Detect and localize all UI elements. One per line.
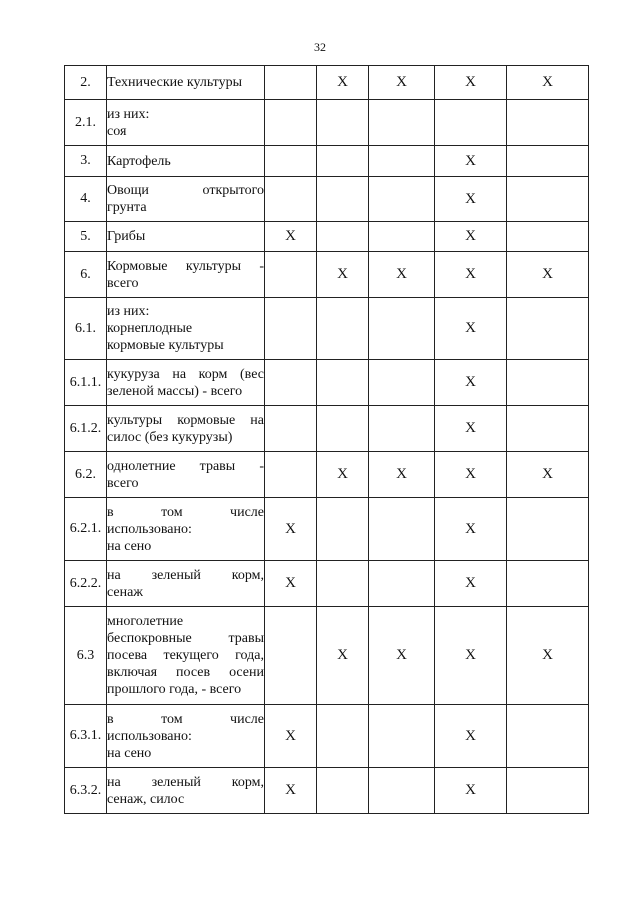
row-number: 4. xyxy=(65,177,107,222)
mark-cell-5 xyxy=(507,561,589,607)
mark-cell-1 xyxy=(265,177,317,222)
row-label xyxy=(107,452,265,498)
row-label-line: на сено xyxy=(107,745,152,761)
mark-cell-3 xyxy=(369,768,435,814)
mark-cell-4 xyxy=(435,252,507,298)
mark-cell-1 xyxy=(265,406,317,452)
row-label xyxy=(107,252,265,298)
x-mark: X xyxy=(465,466,476,482)
mark-cell-3 xyxy=(369,360,435,406)
table-row xyxy=(65,360,589,406)
x-mark: X xyxy=(542,266,553,282)
row-number: 6.3 xyxy=(65,607,107,705)
row-label-line: использовано: xyxy=(107,521,192,537)
mark-cell-4 xyxy=(435,705,507,768)
x-mark: X xyxy=(542,647,553,663)
row-label-line: культуры кормовые на xyxy=(107,412,264,428)
x-mark: X xyxy=(465,228,476,244)
row-label xyxy=(107,298,265,360)
row-number: 5. xyxy=(65,222,107,252)
row-label-line: на зеленый корм, xyxy=(107,774,264,790)
row-label-line: сенаж xyxy=(107,584,143,600)
x-mark: X xyxy=(465,190,476,207)
row-label-line: однолетние травы - xyxy=(107,458,264,474)
row-label-line: соя xyxy=(107,123,127,139)
x-mark: X xyxy=(542,466,553,482)
x-mark: X xyxy=(396,466,407,482)
row-number: 6.2.1. xyxy=(65,498,107,561)
row-number: 6.2. xyxy=(65,452,107,498)
mark-cell-2 xyxy=(317,66,369,100)
row-label-line: силос (без кукурузы) xyxy=(107,429,233,445)
table-row xyxy=(65,452,589,498)
x-mark: X xyxy=(465,727,476,744)
mark-cell-1 xyxy=(265,298,317,360)
mark-cell-2 xyxy=(317,360,369,406)
row-label-line: кормовые культуры xyxy=(107,338,224,353)
mark-cell-5 xyxy=(507,146,589,177)
mark-cell-3 xyxy=(369,66,435,100)
mark-cell-2 xyxy=(317,561,369,607)
row-label xyxy=(107,66,265,100)
mark-cell-4 xyxy=(435,360,507,406)
x-mark: X xyxy=(465,420,476,436)
mark-cell-3 xyxy=(369,705,435,768)
row-label-line: Грибы xyxy=(107,229,146,244)
row-label-line: всего xyxy=(107,475,139,491)
row-number: 6.1. xyxy=(65,298,107,360)
mark-cell-4 xyxy=(435,100,507,146)
row-label xyxy=(107,100,265,146)
x-mark: X xyxy=(465,266,476,282)
mark-cell-3 xyxy=(369,252,435,298)
mark-cell-5 xyxy=(507,222,589,252)
table-row xyxy=(65,561,589,607)
table-row xyxy=(65,705,589,768)
row-label-line: использовано: xyxy=(107,728,192,744)
mark-cell-4 xyxy=(435,406,507,452)
row-number: 6.2.2. xyxy=(65,561,107,607)
row-label-line: всего xyxy=(107,275,139,291)
mark-cell-4 xyxy=(435,768,507,814)
table-row xyxy=(65,146,589,177)
mark-cell-1 xyxy=(265,66,317,100)
mark-cell-1 xyxy=(265,561,317,607)
table-row xyxy=(65,222,589,252)
mark-cell-3 xyxy=(369,100,435,146)
x-mark: X xyxy=(285,782,296,798)
row-label-line: беспокровные травы xyxy=(107,631,264,646)
row-label-line: на зеленый корм, xyxy=(107,567,264,583)
x-mark: X xyxy=(337,647,348,663)
mark-cell-1 xyxy=(265,252,317,298)
row-label-line: корнеплодные xyxy=(107,321,193,336)
mark-cell-5 xyxy=(507,177,589,222)
mark-cell-3 xyxy=(369,607,435,705)
row-label xyxy=(107,498,265,561)
row-label-line: из них: xyxy=(107,304,150,319)
row-number: 6.1.2. xyxy=(65,406,107,452)
row-label-line: прошлого года, - всего xyxy=(107,682,242,697)
row-label-line: Технические культуры xyxy=(107,75,243,90)
mark-cell-5 xyxy=(507,705,589,768)
mark-cell-2 xyxy=(317,498,369,561)
mark-cell-5 xyxy=(507,452,589,498)
mark-cell-2 xyxy=(317,705,369,768)
row-number: 6. xyxy=(65,252,107,298)
x-mark: X xyxy=(465,782,476,798)
row-number: 6.3.2. xyxy=(65,768,107,814)
page-number: 32 xyxy=(314,40,326,54)
mark-cell-3 xyxy=(369,406,435,452)
mark-cell-5 xyxy=(507,768,589,814)
table-row xyxy=(65,100,589,146)
row-label xyxy=(107,406,265,452)
mark-cell-5 xyxy=(507,498,589,561)
x-mark: X xyxy=(396,647,407,663)
row-label-line: многолетние xyxy=(107,614,184,629)
mark-cell-4 xyxy=(435,146,507,177)
x-mark: X xyxy=(465,152,476,169)
row-label-line: сенаж, силос xyxy=(107,791,185,807)
mark-cell-5 xyxy=(507,252,589,298)
mark-cell-2 xyxy=(317,146,369,177)
row-number: 6.1.1. xyxy=(65,360,107,406)
mark-cell-4 xyxy=(435,66,507,100)
x-mark: X xyxy=(337,74,348,90)
mark-cell-4 xyxy=(435,498,507,561)
mark-cell-3 xyxy=(369,298,435,360)
x-mark: X xyxy=(465,647,476,663)
mark-cell-2 xyxy=(317,452,369,498)
mark-cell-3 xyxy=(369,498,435,561)
x-mark: X xyxy=(465,575,476,591)
mark-cell-2 xyxy=(317,768,369,814)
crop-table xyxy=(64,65,589,814)
mark-cell-3 xyxy=(369,177,435,222)
row-label-line: включая посев осени xyxy=(107,665,264,680)
mark-cell-5 xyxy=(507,607,589,705)
mark-cell-4 xyxy=(435,452,507,498)
mark-cell-1 xyxy=(265,498,317,561)
mark-cell-1 xyxy=(265,360,317,406)
mark-cell-5 xyxy=(507,298,589,360)
row-label xyxy=(107,360,265,406)
x-mark: X xyxy=(285,520,296,537)
row-number: 2.1. xyxy=(65,100,107,146)
row-label xyxy=(107,177,265,222)
row-label-line: посева текущего года, xyxy=(107,648,264,663)
mark-cell-2 xyxy=(317,298,369,360)
x-mark: X xyxy=(337,266,348,282)
row-label-line: в том числе xyxy=(107,504,264,520)
mark-cell-2 xyxy=(317,406,369,452)
mark-cell-5 xyxy=(507,66,589,100)
row-label xyxy=(107,607,265,705)
row-number: 2. xyxy=(65,66,107,100)
row-label-line: Овощи открытого xyxy=(107,183,264,198)
x-mark: X xyxy=(465,74,476,90)
x-mark: X xyxy=(337,466,348,482)
x-mark: X xyxy=(285,575,296,591)
mark-cell-2 xyxy=(317,222,369,252)
row-label-line: на сено xyxy=(107,538,152,554)
mark-cell-1 xyxy=(265,768,317,814)
row-label xyxy=(107,561,265,607)
mark-cell-2 xyxy=(317,252,369,298)
row-label-line: кукуруза на корм (вес xyxy=(107,366,264,382)
mark-cell-1 xyxy=(265,100,317,146)
x-mark: X xyxy=(396,266,407,282)
mark-cell-4 xyxy=(435,222,507,252)
row-number: 3. xyxy=(65,146,107,177)
mark-cell-4 xyxy=(435,607,507,705)
table-row xyxy=(65,298,589,360)
row-label xyxy=(107,705,265,768)
mark-cell-3 xyxy=(369,561,435,607)
mark-cell-1 xyxy=(265,607,317,705)
x-mark: X xyxy=(285,727,296,744)
table-row xyxy=(65,498,589,561)
mark-cell-4 xyxy=(435,298,507,360)
x-mark: X xyxy=(465,520,476,537)
table-row xyxy=(65,768,589,814)
mark-cell-5 xyxy=(507,406,589,452)
table-row xyxy=(65,406,589,452)
row-label xyxy=(107,768,265,814)
row-label xyxy=(107,222,265,252)
row-label-line: Картофель xyxy=(107,153,171,169)
x-mark: X xyxy=(465,374,476,390)
row-label-line: зеленой массы) - всего xyxy=(107,383,243,399)
table-row xyxy=(65,66,589,100)
mark-cell-1 xyxy=(265,705,317,768)
table-row xyxy=(65,177,589,222)
x-mark: X xyxy=(285,228,296,244)
x-mark: X xyxy=(542,74,553,90)
mark-cell-3 xyxy=(369,146,435,177)
mark-cell-3 xyxy=(369,452,435,498)
mark-cell-5 xyxy=(507,360,589,406)
mark-cell-1 xyxy=(265,222,317,252)
row-label xyxy=(107,146,265,177)
mark-cell-2 xyxy=(317,100,369,146)
mark-cell-2 xyxy=(317,607,369,705)
mark-cell-4 xyxy=(435,177,507,222)
row-label-line: грунта xyxy=(107,200,147,215)
x-mark: X xyxy=(465,320,476,336)
mark-cell-2 xyxy=(317,177,369,222)
x-mark: X xyxy=(396,74,407,90)
table-row xyxy=(65,607,589,705)
row-label-line: Кормовые культуры - xyxy=(107,258,264,274)
row-label-line: в том числе xyxy=(107,711,264,727)
table-row xyxy=(65,252,589,298)
mark-cell-3 xyxy=(369,222,435,252)
mark-cell-4 xyxy=(435,561,507,607)
row-number: 6.3.1. xyxy=(65,705,107,768)
mark-cell-1 xyxy=(265,452,317,498)
row-label-line: из них: xyxy=(107,106,150,122)
mark-cell-5 xyxy=(507,100,589,146)
mark-cell-1 xyxy=(265,146,317,177)
